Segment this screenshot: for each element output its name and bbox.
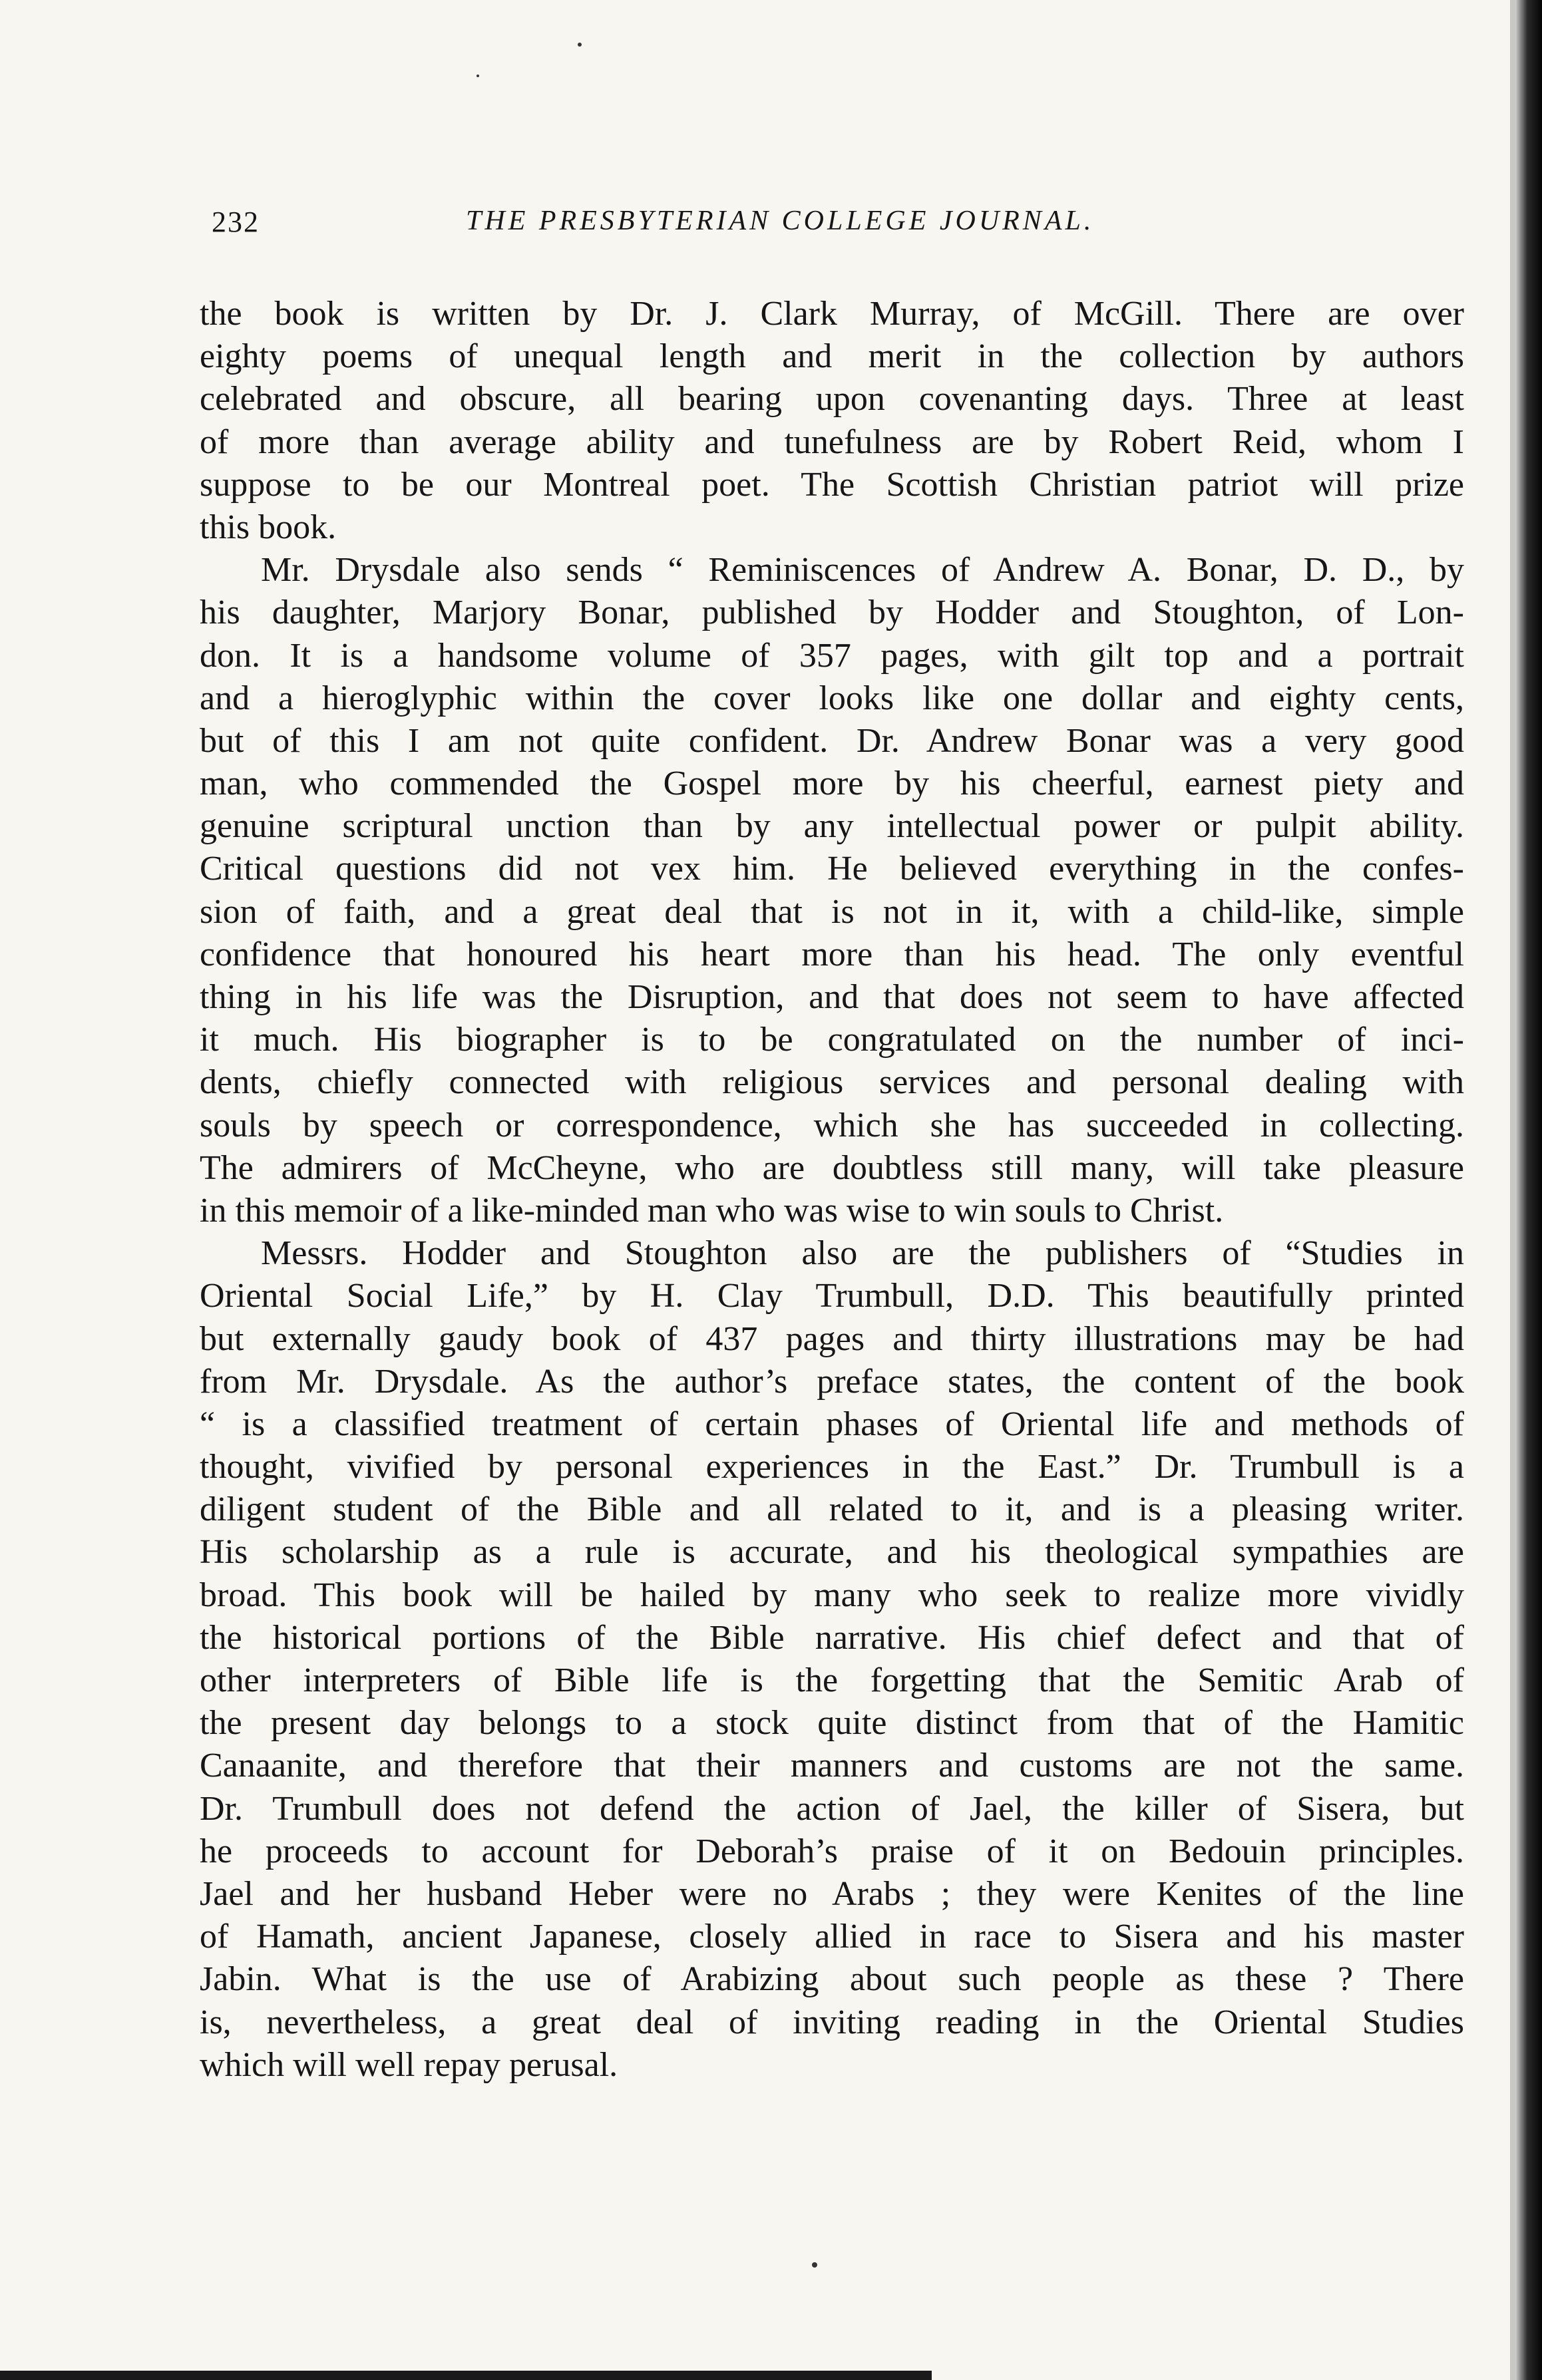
text-line: suppose to be our Montreal poet. The Scottish Christian patriot will prize [200,465,1464,504]
text-line: is, nevertheless, a great deal of inviting reading in the Oriental Studies [200,2003,1464,2041]
scan-speck [812,2262,817,2268]
scan-speck [578,43,582,47]
text-line: other interpreters of Bible life is the forgetting that the Semitic Arab of [200,1661,1464,1699]
text-line: The admirers of McCheyne, who are doubtless still many, will take pleasure [200,1148,1464,1187]
text-line: Jael and her husband Heber were no Arabs ; they were Kenites of the line [200,1874,1464,1913]
text-line: His scholarship as a rule is accurate, and his theological sympathies are [200,1533,1464,1572]
text-line: genuine scriptural unction than by any intellectual power or pulpit ability. [200,807,1464,846]
text-line: dents, chiefly connected with religious services and personal dealing with [200,1063,1464,1102]
text-line: don. It is a handsome volume of 357 pages, with gilt top and a portrait [200,636,1464,675]
text-line: Messrs. Hodder and Stoughton also are the publishers of “Studies in [261,1234,1464,1273]
text-line: but of this I am not quite confident. Dr. Andrew Bonar was a very good [200,721,1464,760]
scan-edge-shadow [1510,0,1515,2380]
text-line: the book is written by Dr. J. Clark Murray, of McGill. There are over [200,295,1464,333]
text-line: of Hamath, ancient Japanese, closely allied in race to Sisera and his master [200,1918,1464,1956]
text-line: Critical questions did not vex him. He believed everything in the confes- [200,850,1464,888]
text-line: and a hieroglyphic within the cover looks like one dollar and eighty cents, [200,679,1464,717]
text-line: “ is a classified treatment of certain phases of Oriental life and methods of [200,1405,1464,1443]
text-line: diligent student of the Bible and all related to it, and is a pleasing writer. [200,1490,1464,1529]
article-text [200,293,1464,2087]
text-line: thing in his life was the Disruption, and that does not seem to have affected [200,978,1464,1016]
scan-speck [477,75,479,77]
text-line: broad. This book will be hailed by many who seek to realize more vividly [200,1576,1464,1614]
text-line: Oriental Social Life,” by H. Clay Trumbull, D.D. This beautifully printed [200,1277,1464,1315]
text-line: celebrated and obscure, all bearing upon covenanting days. Three at least [200,380,1464,419]
text-line: the historical portions of the Bible narrative. His chief defect and that of [200,1618,1464,1657]
text-line: man, who commended the Gospel more by his cheerful, earnest piety and [200,765,1464,803]
text-line: eighty poems of unequal length and merit in the collection by authors [200,337,1464,376]
text-line: in this memoir of a like-minded man who was wise to win souls to Christ. [200,1191,1224,1230]
journal-title: THE PRESBYTERIAN COLLEGE JOURNAL. [466,206,1095,236]
running-head [0,198,1542,252]
text-line: which will well repay perusal. [200,2045,618,2084]
text-line: thought, vivified by personal experiences in the East.” Dr. Trumbull is a [200,1448,1464,1486]
text-line: confidence that honoured his heart more than his head. The only eventful [200,935,1464,973]
scan-edge [1515,0,1542,2380]
page-number: 232 [212,206,260,238]
text-line: Jabin. What is the use of Arabizing about such people as these ? There [200,1960,1464,1999]
text-line: this book. [200,508,337,546]
text-line: from Mr. Drysdale. As the author’s preface states, the content of the book [200,1362,1464,1401]
text-line: but externally gaudy book of 437 pages and thirty illustrations may be had [200,1319,1464,1358]
text-line: he proceeds to account for Deborah’s praise of it on Bedouin principles. [200,1832,1464,1870]
text-line: Canaanite, and therefore that their manners and customs are not the same. [200,1747,1464,1785]
page-bottom-edge [0,2371,932,2380]
text-line: of more than average ability and tunefulness are by Robert Reid, whom I [200,423,1464,461]
text-line: Dr. Trumbull does not defend the action of Jael, the killer of Sisera, but [200,1789,1464,1828]
text-line: his daughter, Marjory Bonar, published by Hodder and Stoughton, of Lon- [200,594,1464,632]
text-line: it much. His biographer is to be congratulated on the number of inci- [200,1021,1464,1059]
text-line: souls by speech or correspondence, which she has succeeded in collecting. [200,1106,1464,1144]
text-line: Mr. Drysdale also sends “ Reminiscences of Andrew A. Bonar, D. D., by [261,551,1464,590]
text-line: sion of faith, and a great deal that is not in it, with a child-like, simple [200,892,1464,931]
text-line: the present day belongs to a stock quite distinct from that of the Hamitic [200,1704,1464,1743]
